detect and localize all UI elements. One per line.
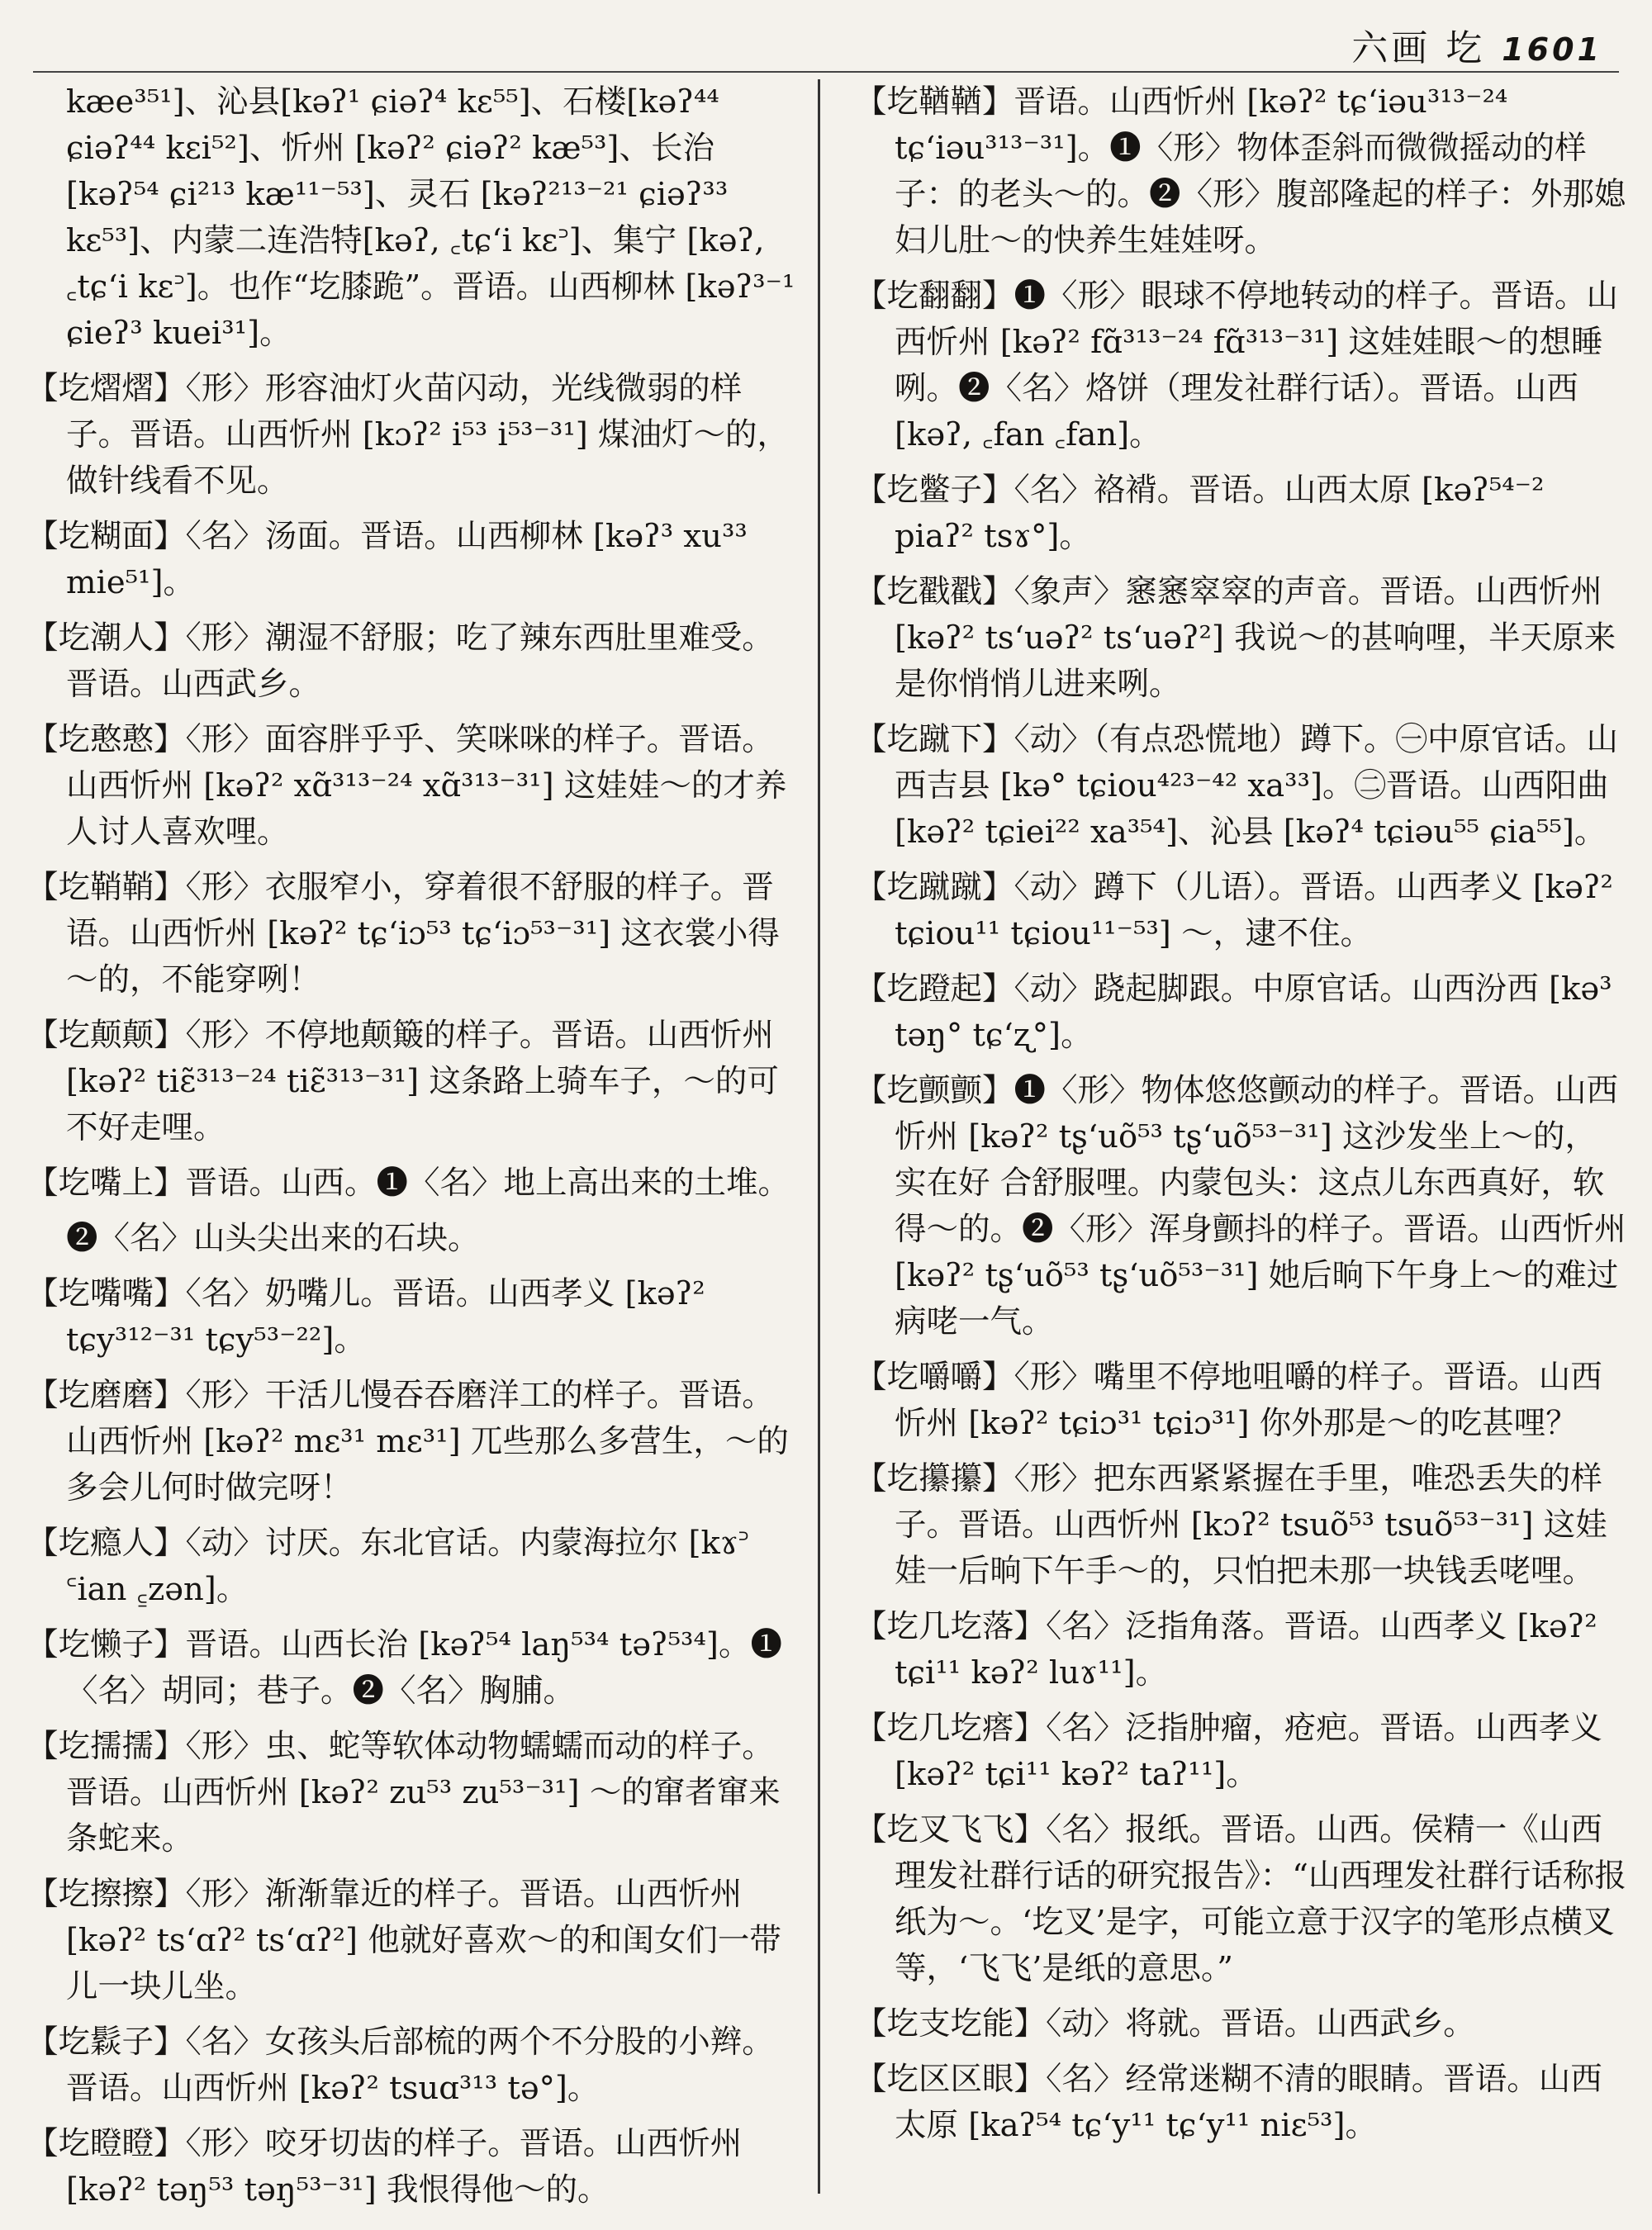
dictionary-entry: 【圪熠熠】〈形〉形容油灯火苗闪动，光线微弱的样子。晋语。山西忻州 [kɔʔ² i⁵³ i⁵³⁻³¹] 煤油灯～的，做针线看不见。 (26, 370, 790, 500)
right-column (855, 79, 1627, 2158)
dictionary-entry: 【圪几圪瘩】〈名〉泛指肿瘤，疮疤。晋语。山西孝义 [kəʔ² tɕi¹¹ kəʔ² taʔ¹¹]。 (855, 1710, 1602, 1793)
dictionary-entry: 【圪鳖子】〈名〉袼褙。晋语。山西太原 [kəʔ⁵⁴⁻² piaʔ² tsɤ°]。 (855, 472, 1545, 555)
dictionary-entry: 【圪擦擦】〈形〉渐渐靠近的样子。晋语。山西忻州 [kəʔ² tsʻɑʔ² tsʻɑʔ²] 他就好喜欢～的和闺女们一带儿一块儿坐。 (26, 1876, 781, 2005)
dictionary-entry: 【圪憨憨】〈形〉面容胖乎乎、笑咪咪的样子。晋语。山西忻州 [kəʔ² xɑ̃³¹³⁻²⁴ xɑ̃³¹³⁻³¹] 这娃娃～的才养人讨人喜欢哩。 (26, 721, 787, 851)
dictionary-entry: 【圪鞧鞧】晋语。山西忻州 [kəʔ² tɕʻiəu³¹³⁻²⁴ tɕʻiəu³¹³⁻³¹]。❶〈形〉物体歪斜而微微摇动的样子：的老头～的。❷〈形〉腹部隆起的样子：外那媳妇儿肚～的快养生娃娃呀。 (855, 83, 1626, 259)
dictionary-entry: 【圪攥攥】〈形〉把东西紧紧握在手里，唯恐丢失的样子。晋语。山西忻州 [kɔʔ² tsuõ⁵³ tsuõ⁵³⁻³¹] 这娃娃一后晌下午手～的，只怕把未那一块钱丢咾哩。 (855, 1460, 1607, 1590)
dictionary-entry: 【圪糊面】〈名〉汤面。晋语。山西柳林 [kəʔ³ xu³³ mie⁵¹]。 (26, 518, 748, 601)
dictionary-entry: 【圪嘴上】晋语。山西。❶〈名〉地上高出来的土堆。 (26, 1165, 790, 1202)
dictionary-entry: 【圪翻翻】❶〈形〉眼球不停地转动的样子。晋语。山西忻州 [kəʔ² fɑ̃³¹³⁻²⁴ fɑ̃³¹³⁻³¹] 这娃娃眼～的想睡咧。❷〈名〉烙饼（理发社群行话）。晋语。山西 [kəʔ, ꜀fan ꜀fan]。 (855, 278, 1619, 453)
dictionary-entry: 【圪区区眼】〈名〉经常迷糊不清的眼睛。晋语。山西太原 [kaʔ⁵⁴ tɕʻy¹¹ tɕʻy¹¹ niɛ⁵³]。 (855, 2061, 1602, 2144)
dictionary-entry: 【圪几圪落】〈名〉泛指角落。晋语。山西孝义 [kəʔ² tɕi¹¹ kəʔ² luɤ¹¹]。 (855, 1608, 1597, 1691)
dictionary-entry: 【圪蹴蹴】〈动〉蹲下（儿语）。晋语。山西孝义 [kəʔ² tɕiou¹¹ tɕiou¹¹⁻⁵³] ～，逮不住。 (855, 869, 1613, 952)
dictionary-entry: 【圪支圪能】〈动〉将就。晋语。山西武乡。 (855, 2005, 1475, 2043)
dictionary-entry: 【圪叉飞飞】〈名〉报纸。晋语。山西。侯精一《山西理发社群行话的研究报告》：“山西理发社群行话称报纸为～。‘圪叉’是字，可能立意于汉字的笔形点横叉等，‘飞飞’是纸的意思。” (855, 1811, 1626, 1987)
section-label: 六画 圪 (1351, 27, 1486, 69)
dictionary-entry: 【圪鞘鞘】〈形〉衣服窄小，穿着很不舒服的样子。晋语。山西忻州 [kəʔ² tɕʻiɔ⁵³ tɕʻiɔ⁵³⁻³¹] 这衣裳小得～的，不能穿咧！ (26, 869, 780, 999)
dictionary-entry: 【圪擩擩】〈形〉虫、蛇等软体动物蠕蠕而动的样子。晋语。山西忻州 [kəʔ² zu⁵³ zu⁵³⁻³¹] ～的窜者窜来条蛇来。 (26, 1728, 781, 1858)
dictionary-entry: 【圪颤颤】❶〈形〉物体悠悠颤动的样子。晋语。山西忻州 [kəʔ² tʂʻuõ⁵³ tʂʻuõ⁵³⁻³¹] 这沙发坐上～的，实在好 合舒服哩。内蒙包头：这点儿东西真好，软得～的。❷〈形〉浑身颤抖的样子。晋语。山西忻州 [kəʔ² tʂʻuõ⁵³ tʂʻuõ⁵³⁻³¹] 她后晌下午身上～的难过病咾一气。 (855, 1072, 1626, 1340)
dictionary-entry: 【圪懒子】晋语。山西长治 [kəʔ⁵⁴ laŋ⁵³⁴ təʔ⁵³⁴]。❶〈名〉胡同；巷子。❷〈名〉胸脯。 (26, 1626, 782, 1710)
dictionary-entry: 【圪潮人】〈形〉潮湿不舒服；吃了辣东西肚里难受。晋语。山西武乡。 (26, 619, 774, 703)
dictionary-entry: 【圪嚼嚼】〈形〉嘴里不停地咀嚼的样子。晋语。山西忻州 [kəʔ² tɕiɔ³¹ tɕiɔ³¹] 你外那是～的吃甚哩？ (855, 1359, 1602, 1442)
dictionary-entry: ❷〈名〉山头尖出来的石块。 (66, 1220, 480, 1257)
dictionary-entry: 【圪嘴嘴】〈名〉奶嘴儿。晋语。山西孝义 [kəʔ² tɕy³¹²⁻³¹ tɕy⁵³⁻²²]。 (26, 1275, 705, 1359)
column-divider (818, 79, 820, 2194)
dictionary-entry: kæe³⁵¹]、沁县[kəʔ¹ ɕiəʔ⁴ kɛ⁵⁵]、石楼[kəʔ⁴⁴ ɕiəʔ⁴⁴ kɛi⁵²]、忻州 [kəʔ² ɕiəʔ² kæ⁵³]、长治 [kəʔ⁵⁴ ɕi²¹³ kæ¹¹⁻⁵³]、灵石 [kəʔ²¹³⁻²¹ ɕiəʔ³³ kɛ⁵³]、内蒙二连浩特[kəʔ, ꜀tɕʻi kɛ꜄]、集宁 [kəʔ, ꜀tɕʻi kɛ꜄]。也作“圪膝跪”。晋语。山西柳林 [kəʔ³⁻¹ ɕieʔ³ kuei³¹]。 (66, 83, 795, 352)
dictionary-entry: 【圪瘾人】〈动〉讨厌。东北官话。内蒙海拉尔 [kɤ꜄ ꜂ian ꜁zən]。 (26, 1525, 749, 1608)
dictionary-entry: 【圪颠颠】〈形〉不停地颠簸的样子。晋语。山西忻州 [kəʔ² tiɛ̃³¹³⁻²⁴ tiɛ̃³¹³⁻³¹] 这条路上骑车子，～的可不好走哩。 (26, 1017, 779, 1146)
header-rule (33, 71, 1619, 73)
dictionary-entry: 【圪鬏子】〈名〉女孩头后部梳的两个不分股的小辫。晋语。山西忻州 [kəʔ² tsuɑ³¹³ tə°]。 (26, 2024, 774, 2107)
dictionary-entry: 【圪戳戳】〈象声〉窸窸窣窣的声音。晋语。山西忻州 [kəʔ² tsʻuəʔ² tsʻuəʔ²] 我说～的甚响哩，半天原来是你悄悄儿进来咧。 (855, 573, 1616, 703)
dictionary-entry: 【圪蹬起】〈动〉跷起脚跟。中原官话。山西汾西 [kə³ təŋ° tɕʻʐ°]。 (855, 970, 1612, 1054)
dictionary-entry: 【圪蹴下】〈动〉（有点恐慌地）蹲下。㊀中原官话。山西吉县 [kə° tɕiou⁴²³⁻⁴² xa³³]。㊁晋语。山西阳曲 [kəʔ² tɕiei²² xa³⁵⁴]、沁县 [kəʔ⁴ tɕiəu⁵⁵ ɕia⁵⁵]。 (855, 721, 1619, 851)
dictionary-entry: 【圪瞪瞪】〈形〉咬牙切齿的样子。晋语。山西忻州 [kəʔ² təŋ⁵³ təŋ⁵³⁻³¹] 我恨得他～的。 (26, 2125, 743, 2209)
left-column (26, 79, 799, 2223)
page-number: 1601 (1502, 31, 1602, 68)
dictionary-entry: 【圪磨磨】〈形〉干活儿慢吞吞磨洋工的样子。晋语。山西忻州 [kəʔ² mɛ³¹ mɛ³¹] 兀些那么多营生，～的多会儿何时做完呀！ (26, 1377, 789, 1506)
running-header (1351, 18, 1602, 71)
